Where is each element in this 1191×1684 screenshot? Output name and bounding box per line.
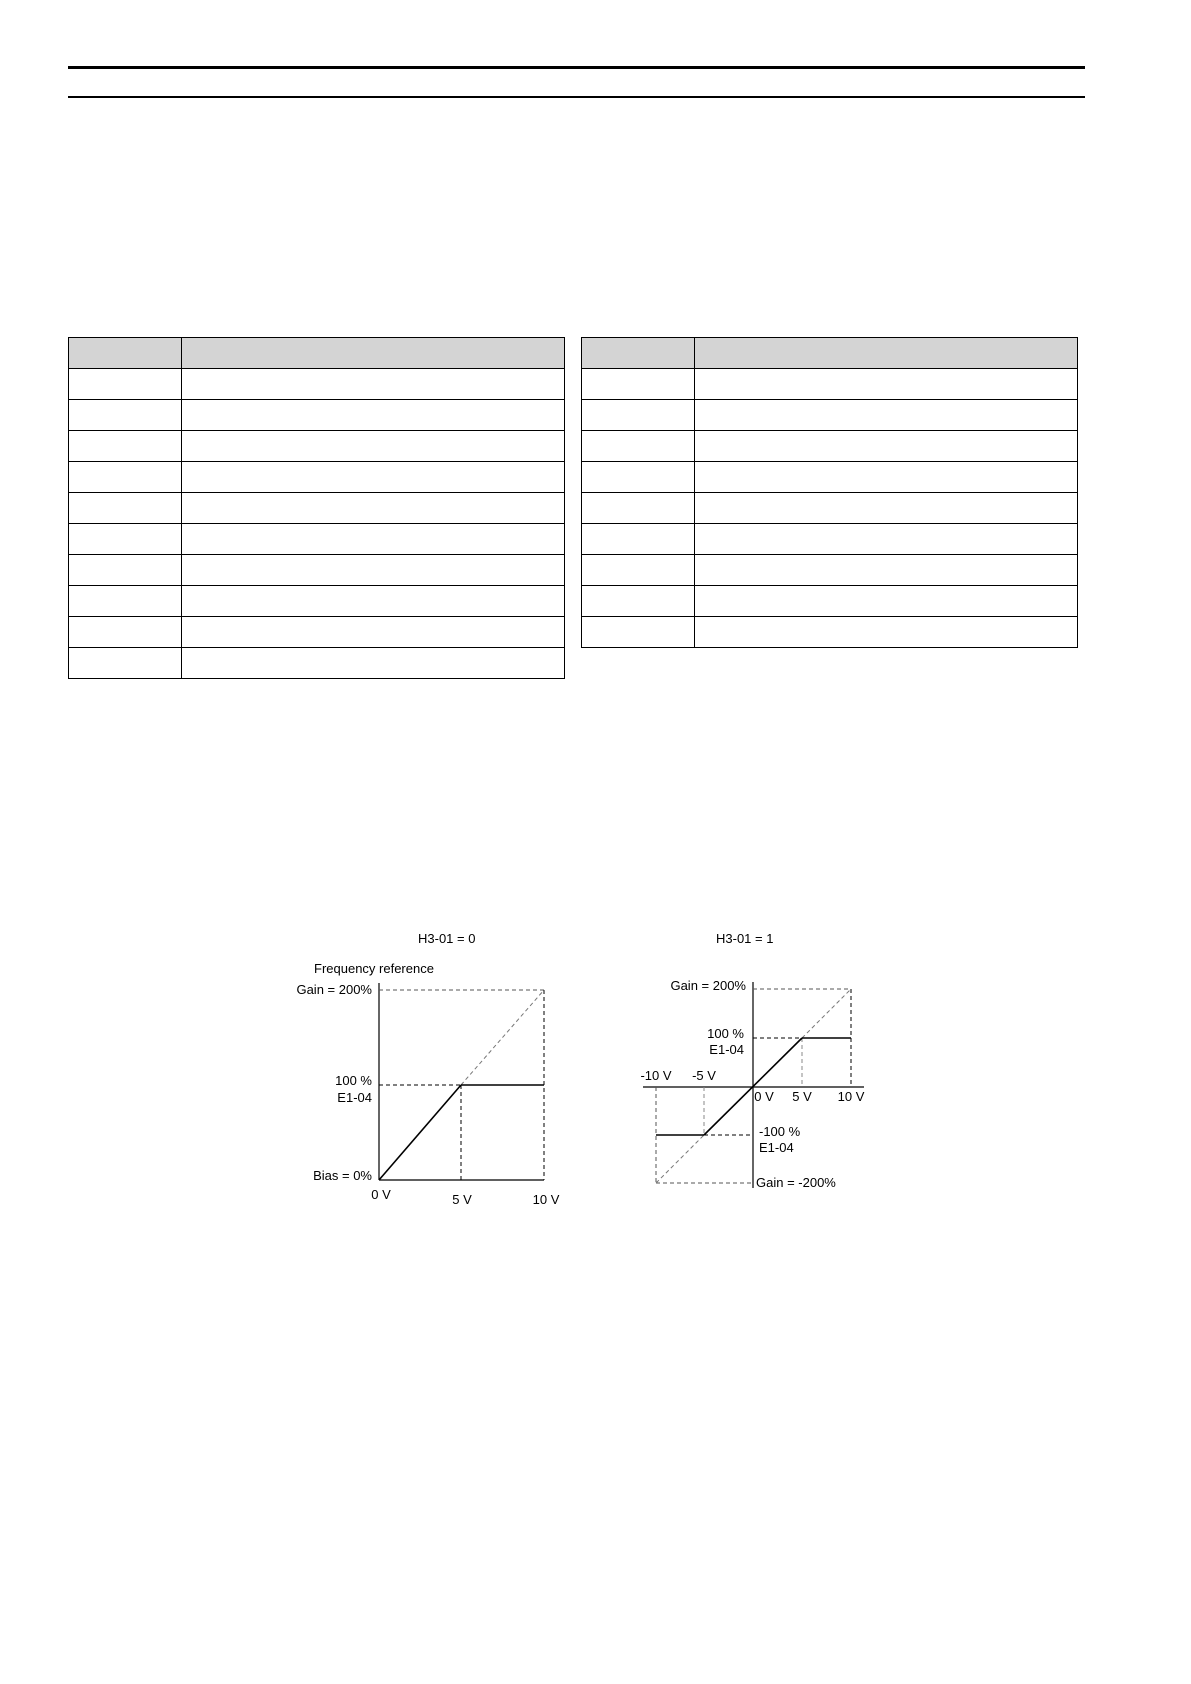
right-e104-neg-label: E1-04	[759, 1140, 794, 1155]
right-diagonal-neg-extension	[656, 1135, 704, 1183]
left-x-tick-10v: 10 V	[532, 1192, 560, 1207]
right-minus100pct-label: -100 %	[759, 1124, 801, 1139]
right-x-tick-minus5v: -5 V	[692, 1068, 716, 1083]
right-x-tick-10v: 10 V	[837, 1089, 865, 1104]
left-100pct-label: 100 %	[335, 1073, 372, 1088]
left-x-tick-0v: 0 V	[371, 1187, 391, 1202]
right-x-tick-5v: 5 V	[792, 1089, 812, 1104]
right-graph-title: H3-01 = 1	[716, 931, 774, 946]
right-gain-pos-label: Gain = 200%	[670, 978, 746, 993]
left-gain-label: Gain = 200%	[296, 982, 372, 997]
left-graph-title: H3-01 = 0	[418, 931, 476, 946]
left-x-tick-5v: 5 V	[452, 1192, 472, 1207]
right-100pct-label: 100 %	[707, 1026, 744, 1041]
left-bias-label: Bias = 0%	[313, 1168, 372, 1183]
right-gain-neg-label: Gain = -200%	[756, 1175, 836, 1190]
right-e104-label: E1-04	[709, 1042, 744, 1057]
left-graph	[296, 931, 559, 1207]
right-x-tick-0v: 0 V	[754, 1089, 774, 1104]
left-diagonal-extension	[461, 990, 544, 1085]
right-x-tick-minus10v: -10 V	[640, 1068, 672, 1083]
left-y-axis-label: Frequency reference	[314, 961, 434, 976]
left-e104-label: E1-04	[337, 1090, 372, 1105]
right-diagonal-pos-extension	[802, 989, 851, 1038]
right-graph	[640, 931, 864, 1190]
left-response-ramp	[379, 1085, 461, 1180]
